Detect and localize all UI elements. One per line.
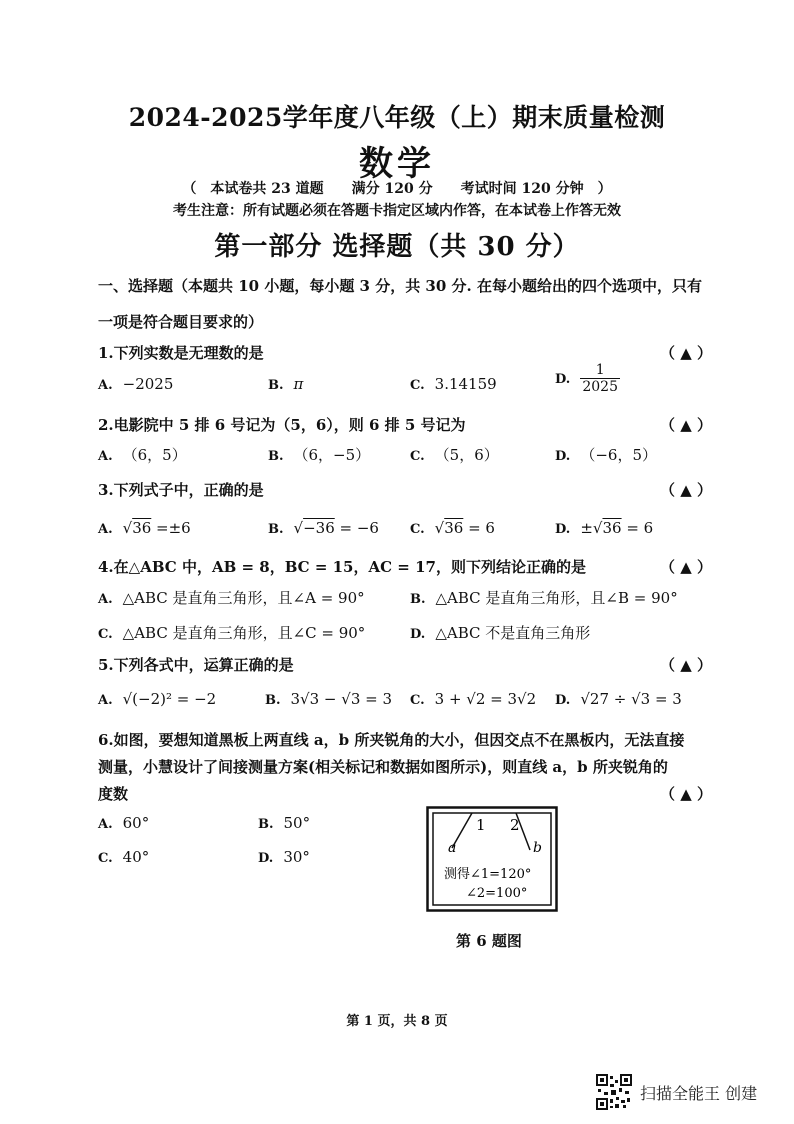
option-label: D. — [555, 449, 571, 464]
page-footer: 第 1 页，共 8 页 — [346, 1014, 448, 1029]
option-label: D. — [555, 371, 571, 387]
q2-option-a — [98, 444, 187, 465]
exam-info-close: ） — [597, 181, 612, 197]
option-label: A. — [98, 693, 113, 708]
question-5-answer-mark: （ ▲ ） — [660, 656, 712, 674]
option-label: A. — [98, 522, 113, 537]
option-label: D. — [555, 693, 571, 708]
option-label: A. — [98, 592, 113, 607]
exam-info-open: （ — [182, 181, 197, 197]
angle-2-label: 2 — [510, 816, 520, 834]
fraction — [580, 362, 620, 395]
option-text: 40° — [122, 848, 150, 866]
scanner-brand-text: 扫描全能王 创建 — [640, 1084, 758, 1103]
measurement-angle-2: ∠2=100° — [466, 886, 528, 901]
q2-option-d — [555, 444, 657, 465]
q2-option-b — [268, 444, 370, 465]
q4-option-c — [98, 622, 365, 643]
q1-option-a — [98, 375, 173, 393]
exam-title: 2024-2025学年度八年级（上）期末质量检测 — [128, 103, 666, 132]
question-2-answer-mark: （ ▲ ） — [660, 416, 712, 434]
question-6-stem-line1: 6.如图，要想知道黑板上两直线 a，b 所夹锐角的大小，但因交点不在黑板内，无法直接 — [98, 731, 685, 749]
option-label: B. — [268, 522, 284, 537]
option-label: B. — [258, 817, 274, 832]
exam-info-questions: 本试卷共 23 道题 — [210, 181, 324, 197]
sqrt-prefix: ± — [580, 519, 593, 537]
q6-option-b — [258, 814, 310, 832]
question-3-answer-mark: （ ▲ ） — [660, 481, 712, 499]
option-label: A. — [98, 817, 113, 832]
option-text: −2025 — [122, 375, 174, 393]
option-text: 3 + √2 = 3√2 — [434, 690, 537, 708]
exam-info-time: 考试时间 120 分钟 — [460, 181, 584, 197]
option-label: D. — [410, 627, 426, 642]
option-label: C. — [410, 693, 425, 708]
sqrt-sign: √ — [293, 519, 304, 537]
sqrt-result: = 6 — [621, 519, 654, 537]
q3-option-c — [410, 519, 495, 537]
sqrt-result: =±6 — [151, 519, 191, 537]
option-label: B. — [268, 378, 284, 393]
q4-option-a — [98, 587, 365, 608]
option-text: 50° — [283, 814, 311, 832]
q4-option-d — [410, 622, 590, 643]
option-label: C. — [410, 378, 425, 393]
question-6-figure — [426, 806, 558, 912]
sqrt-result: = −6 — [334, 519, 379, 537]
q1-option-b — [268, 375, 303, 393]
option-label: B. — [410, 592, 426, 607]
option-label: C. — [410, 522, 425, 537]
section-instruction-line1: 一、选择题（本题共 10 小题，每小题 3 分，共 30 分. 在每小题给出的四个选项中，只有 — [98, 277, 702, 295]
option-text: （6，−5） — [293, 446, 371, 464]
question-4-answer-mark: （ ▲ ） — [660, 558, 712, 576]
question-2-stem: 2.电影院中 5 排 6 号记为（5，6），则 6 排 5 号记为 — [98, 416, 466, 434]
option-text: √(−2)² = −2 — [122, 690, 217, 708]
question-1-stem: 1.下列实数是无理数的是 — [98, 344, 264, 362]
question-6-answer-mark: （ ▲ ） — [660, 785, 712, 803]
option-label: D. — [555, 522, 571, 537]
option-text: π — [293, 375, 304, 393]
fraction-denominator: 2025 — [582, 379, 618, 395]
sqrt-sign: √ — [434, 519, 445, 537]
subject-title: 数学 — [359, 144, 435, 184]
option-text: （6，5） — [122, 446, 187, 464]
part-title: 第一部分 选择题（共 30 分） — [214, 232, 580, 262]
q5-option-b — [265, 690, 392, 708]
option-label: D. — [258, 851, 274, 866]
exam-info — [0, 178, 794, 198]
option-text: 60° — [122, 814, 150, 832]
option-text: （5，6） — [434, 446, 499, 464]
question-1-answer-mark: （ ▲ ） — [660, 344, 712, 362]
section-instruction-line2: 一项是符合题目要求的） — [98, 313, 264, 331]
q3-option-b — [268, 519, 379, 537]
option-label: A. — [98, 449, 113, 464]
line-b-label: b — [533, 840, 542, 856]
q1-option-d — [555, 362, 620, 395]
exam-info-score: 满分 120 分 — [351, 181, 433, 197]
sqrt-sign: √ — [592, 519, 603, 537]
radicand: −36 — [303, 519, 335, 537]
q5-option-a — [98, 690, 216, 708]
radicand: 36 — [444, 519, 464, 537]
radicand: 36 — [132, 519, 152, 537]
figure-caption: 第 6 题图 — [456, 932, 522, 950]
option-label: B. — [268, 449, 284, 464]
fraction-numerator: 1 — [580, 362, 620, 379]
line-a-label: a — [448, 840, 457, 856]
option-text: √27 ÷ √3 = 3 — [580, 690, 682, 708]
q4-option-b — [410, 587, 678, 608]
q2-option-c — [410, 444, 499, 465]
angle-1-label: 1 — [476, 816, 486, 834]
question-4-stem: 4.在△ABC 中，AB = 8，BC = 15，AC = 17，则下列结论正确的是 — [98, 558, 586, 576]
measurement-angle-1: 测得∠1=120° — [444, 867, 532, 882]
radicand: 36 — [602, 519, 622, 537]
q5-option-c — [410, 690, 536, 708]
exam-notice: 考生注意：所有试题必须在答题卡指定区域内作答，在本试卷上作答无效 — [173, 203, 621, 219]
option-label: C. — [98, 627, 113, 642]
question-5-stem: 5.下列各式中，运算正确的是 — [98, 656, 294, 674]
question-6-stem-line2: 测量，小慧设计了间接测量方案(相关标记和数据如图所示)，则直线 a，b 所夹锐角的 — [98, 758, 668, 776]
sqrt-sign: √ — [122, 519, 133, 537]
q6-option-c — [98, 848, 149, 866]
question-6-stem-line3: 度数 — [98, 785, 129, 803]
option-text: △ABC 是直角三角形，且∠B = 90° — [435, 589, 678, 607]
sqrt-result: = 6 — [463, 519, 495, 537]
qr-code-icon — [596, 1074, 632, 1110]
q3-option-a — [98, 519, 191, 537]
option-label: B. — [265, 693, 281, 708]
q6-option-d — [258, 848, 310, 866]
option-text: △ABC 是直角三角形，且∠A = 90° — [122, 589, 365, 607]
q3-option-d — [555, 519, 653, 537]
option-label: C. — [98, 851, 113, 866]
q5-option-d — [555, 690, 682, 708]
question-3-stem: 3.下列式子中，正确的是 — [98, 481, 264, 499]
option-label: A. — [98, 378, 113, 393]
option-label: C. — [410, 449, 425, 464]
q6-option-a — [98, 814, 149, 832]
option-text: 3√3 − √3 = 3 — [290, 690, 393, 708]
option-text: △ABC 不是直角三角形 — [435, 624, 591, 642]
option-text: （−6，5） — [580, 446, 657, 464]
option-text: △ABC 是直角三角形，且∠C = 90° — [122, 624, 366, 642]
option-text: 3.14159 — [434, 375, 497, 393]
q1-option-c — [410, 375, 497, 393]
option-text: 30° — [283, 848, 310, 866]
